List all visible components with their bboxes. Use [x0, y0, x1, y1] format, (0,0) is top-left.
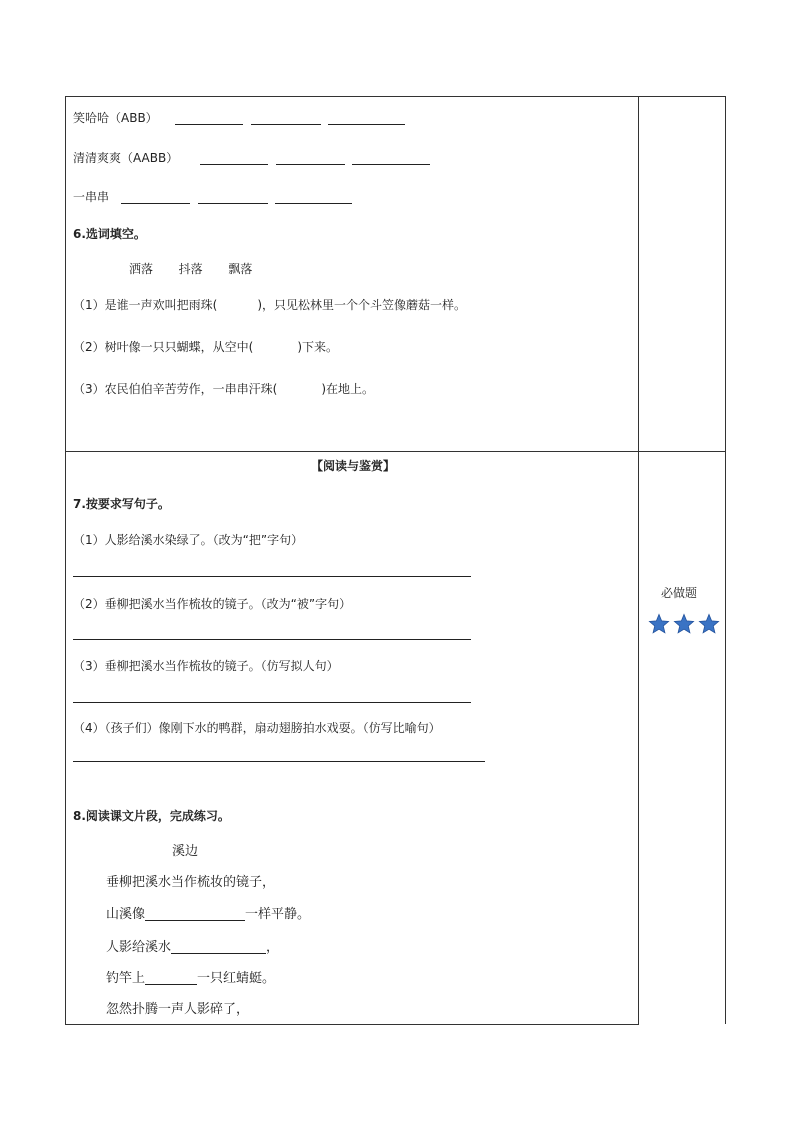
q6-item-1 — [73, 297, 466, 313]
aabb-blank-2[interactable] — [276, 164, 345, 165]
q6-item-2 — [73, 339, 338, 355]
poem-line-3-a: 人影给溪水 — [106, 940, 172, 955]
q6-item-1-before: （1）是谁一声欢叫把雨珠( — [73, 298, 218, 312]
poem-blank-3[interactable] — [145, 984, 197, 985]
abb-label: 笑哈哈（ABB） — [73, 111, 158, 125]
q6-title: 6.选词填空。 — [73, 227, 146, 241]
table-border-top — [65, 96, 726, 97]
table-border-right — [725, 96, 726, 451]
poem-line-2-b: 一样平静。 — [245, 907, 311, 922]
poem-line-2-a: 山溪像 — [106, 907, 146, 922]
q7-item-1: （1）人影给溪水染绿了。（改为“把”字句） — [73, 533, 304, 547]
q7-answer-line-2[interactable] — [73, 639, 471, 640]
q6-item-2-after: )下来。 — [297, 340, 339, 354]
poem-title: 溪边 — [172, 844, 199, 859]
abb-blank-1[interactable] — [175, 124, 243, 125]
q6-item-2-blank[interactable] — [253, 352, 297, 353]
q6-item-3 — [73, 381, 374, 397]
poem-line-3-b: ， — [266, 940, 280, 955]
table-border-bottom — [65, 1024, 639, 1025]
q7-item-3: （3）垂柳把溪水当作梳妆的镜子。（仿写拟人句） — [73, 659, 339, 673]
q7-title: 7.按要求写句子。 — [73, 497, 170, 511]
table-border-right-lower — [725, 451, 726, 1024]
table-border-left — [65, 96, 66, 1024]
chuan-blank-2[interactable] — [198, 203, 268, 204]
q7-answer-line-1[interactable] — [73, 576, 471, 577]
poem-line-3 — [106, 940, 279, 956]
abb-blank-3[interactable] — [328, 124, 405, 125]
poem-blank-1[interactable] — [145, 920, 245, 921]
q8-title: 8.阅读课文片段，完成练习。 — [73, 809, 230, 823]
star-icon — [698, 613, 720, 635]
poem-line-4-a: 钓竿上 — [106, 971, 146, 986]
star-icon — [648, 613, 670, 635]
q7-item-4: （4）（孩子们）像刚下水的鸭群，扇动翅膀拍水戏耍。（仿写比喻句） — [73, 721, 441, 735]
chuan-label: 一串串 — [73, 190, 110, 204]
aabb-blank-1[interactable] — [200, 164, 268, 165]
word-option: 抖落 — [178, 262, 203, 276]
q6-item-3-after: )在地上。 — [321, 382, 375, 396]
aabb-label: 清清爽爽（AABB） — [73, 151, 179, 165]
q6-item-1-after: )，只见松林里一个个斗笠像蘑菇一样。 — [257, 298, 467, 312]
q7-answer-line-3[interactable] — [73, 702, 471, 703]
poem-line-4-b: 一只红蜻蜓。 — [197, 971, 276, 986]
abb-line — [73, 110, 158, 126]
poem-line-1: 垂柳把溪水当作梳妆的镜子， — [106, 875, 276, 890]
poem-line-2 — [106, 907, 310, 923]
word-option: 飘落 — [228, 262, 253, 276]
q6-item-2-before: （2）树叶像一只只蝴蝶，从空中( — [73, 340, 254, 354]
word-bank — [129, 261, 252, 277]
poem-line-5: 忽然扑腾一声人影碎了， — [106, 1002, 250, 1017]
q6-item-1-blank[interactable] — [217, 310, 257, 311]
q7-item-2: （2）垂柳把溪水当作梳妆的镜子。（改为“被”字句） — [73, 597, 352, 611]
q7-answer-line-4[interactable] — [73, 761, 485, 762]
aabb-line — [73, 150, 178, 166]
required-label: 必做题 — [661, 586, 698, 600]
word-option: 洒落 — [129, 262, 154, 276]
star-icon — [673, 613, 695, 635]
chuan-line — [73, 189, 109, 205]
q6-item-3-blank[interactable] — [277, 394, 321, 395]
table-border-middle — [638, 96, 639, 1024]
table-row-divider — [65, 451, 726, 452]
chuan-blank-3[interactable] — [275, 203, 352, 204]
chuan-blank-1[interactable] — [121, 203, 190, 204]
poem-blank-2[interactable] — [171, 953, 266, 954]
aabb-blank-3[interactable] — [352, 164, 430, 165]
poem-line-4 — [106, 971, 275, 987]
section-heading: 【阅读与鉴赏】 — [311, 459, 396, 473]
abb-blank-2[interactable] — [251, 124, 321, 125]
q6-item-3-before: （3）农民伯伯辛苦劳作，一串串汗珠( — [73, 382, 278, 396]
